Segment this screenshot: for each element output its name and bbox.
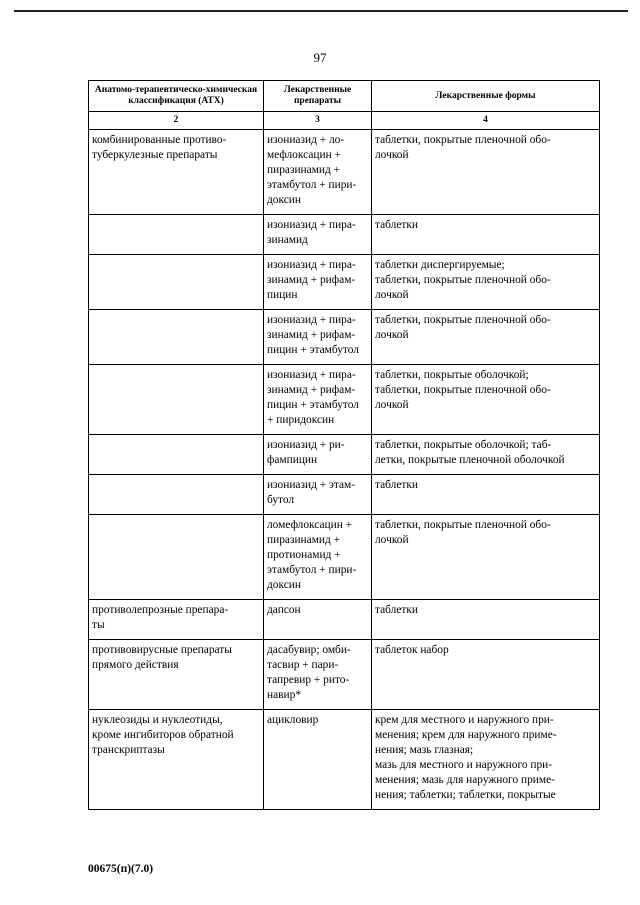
drug-cell: изониазид + этам- бутол — [264, 475, 372, 515]
table-row — [89, 215, 600, 255]
form-cell: таблетки — [372, 475, 600, 515]
atx-cell — [89, 435, 264, 475]
table-row — [89, 710, 600, 810]
atx-cell — [89, 255, 264, 310]
drug-cell: ломефлоксацин + пиразинамид + протионамид + этамбутол + пири- доксин — [264, 515, 372, 600]
atx-cell: нуклеозиды и нуклеотиды, кроме ингибиторов обратной транскриптазы — [89, 710, 264, 810]
table-row — [89, 640, 600, 710]
drug-cell: изониазид + пира- зинамид — [264, 215, 372, 255]
drug-cell: изониазид + ло- мефлоксацин + пиразинамид + этамбутол + пири- доксин — [264, 130, 372, 215]
drug-cell: ацикловир — [264, 710, 372, 810]
form-cell: таблетки, покрытые пленочной обо- лочкой — [372, 310, 600, 365]
drug-cell: изониазид + пира- зинамид + рифам- пицин + этамбутол — [264, 310, 372, 365]
atx-cell — [89, 475, 264, 515]
column-number: 2 — [89, 112, 264, 130]
table-row — [89, 435, 600, 475]
table-row — [89, 130, 600, 215]
page-number: 97 — [313, 50, 327, 65]
form-cell: таблетки, покрытые оболочкой; таб- летки, покрытые пленочной оболочкой — [372, 435, 600, 475]
drug-table — [88, 80, 600, 810]
header-drugs: Лекарственные препараты — [264, 81, 372, 112]
atx-cell — [89, 215, 264, 255]
form-cell: таблетки, покрытые пленочной обо- лочкой — [372, 515, 600, 600]
atx-cell — [89, 310, 264, 365]
form-cell: таблетки, покрытые пленочной обо- лочкой — [372, 130, 600, 215]
header-row — [89, 81, 600, 112]
drug-cell: дапсон — [264, 600, 372, 640]
form-cell: таблетки — [372, 600, 600, 640]
form-cell: таблетки, покрытые оболочкой; таблетки, покрытые пленочной обо- лочкой — [372, 365, 600, 435]
document-code: 00675(п)(7.0) — [88, 863, 154, 875]
table-row — [89, 365, 600, 435]
column-number-row — [89, 112, 600, 130]
form-cell: таблетки — [372, 215, 600, 255]
atx-cell — [89, 365, 264, 435]
table-row — [89, 515, 600, 600]
header-forms: Лекарственные формы — [372, 81, 600, 112]
atx-cell: противовирусные препараты прямого действия — [89, 640, 264, 710]
table-row — [89, 310, 600, 365]
form-cell: таблеток набор — [372, 640, 600, 710]
column-number: 4 — [372, 112, 600, 130]
atx-cell: противолепрозные препара- ты — [89, 600, 264, 640]
table-row — [89, 600, 600, 640]
top-rule — [14, 10, 628, 12]
form-cell: таблетки диспергируемые; таблетки, покрытые пленочной обо- лочкой — [372, 255, 600, 310]
table-row — [89, 255, 600, 310]
form-cell: крем для местного и наружного при- менения; крем для наружного приме- нения; мазь глазная; мазь для местного и наружного при- менения; мазь для наружного приме- нения; таблетки; таблетки, покрытые — [372, 710, 600, 810]
drug-cell: дасабувир; омби- тасвир + пари- тапревир + рито- навир* — [264, 640, 372, 710]
drug-cell: изониазид + пира- зинамид + рифам- пицин + этамбутол + пиридоксин — [264, 365, 372, 435]
drug-cell: изониазид + ри- фампицин — [264, 435, 372, 475]
header-atx: Анатомо-терапевтическо-химическая классификация (АТХ) — [89, 81, 264, 112]
column-number: 3 — [264, 112, 372, 130]
table-row — [89, 475, 600, 515]
drug-cell: изониазид + пира- зинамид + рифам- пицин — [264, 255, 372, 310]
atx-cell — [89, 515, 264, 600]
atx-cell: комбинированные противо- туберкулезные препараты — [89, 130, 264, 215]
